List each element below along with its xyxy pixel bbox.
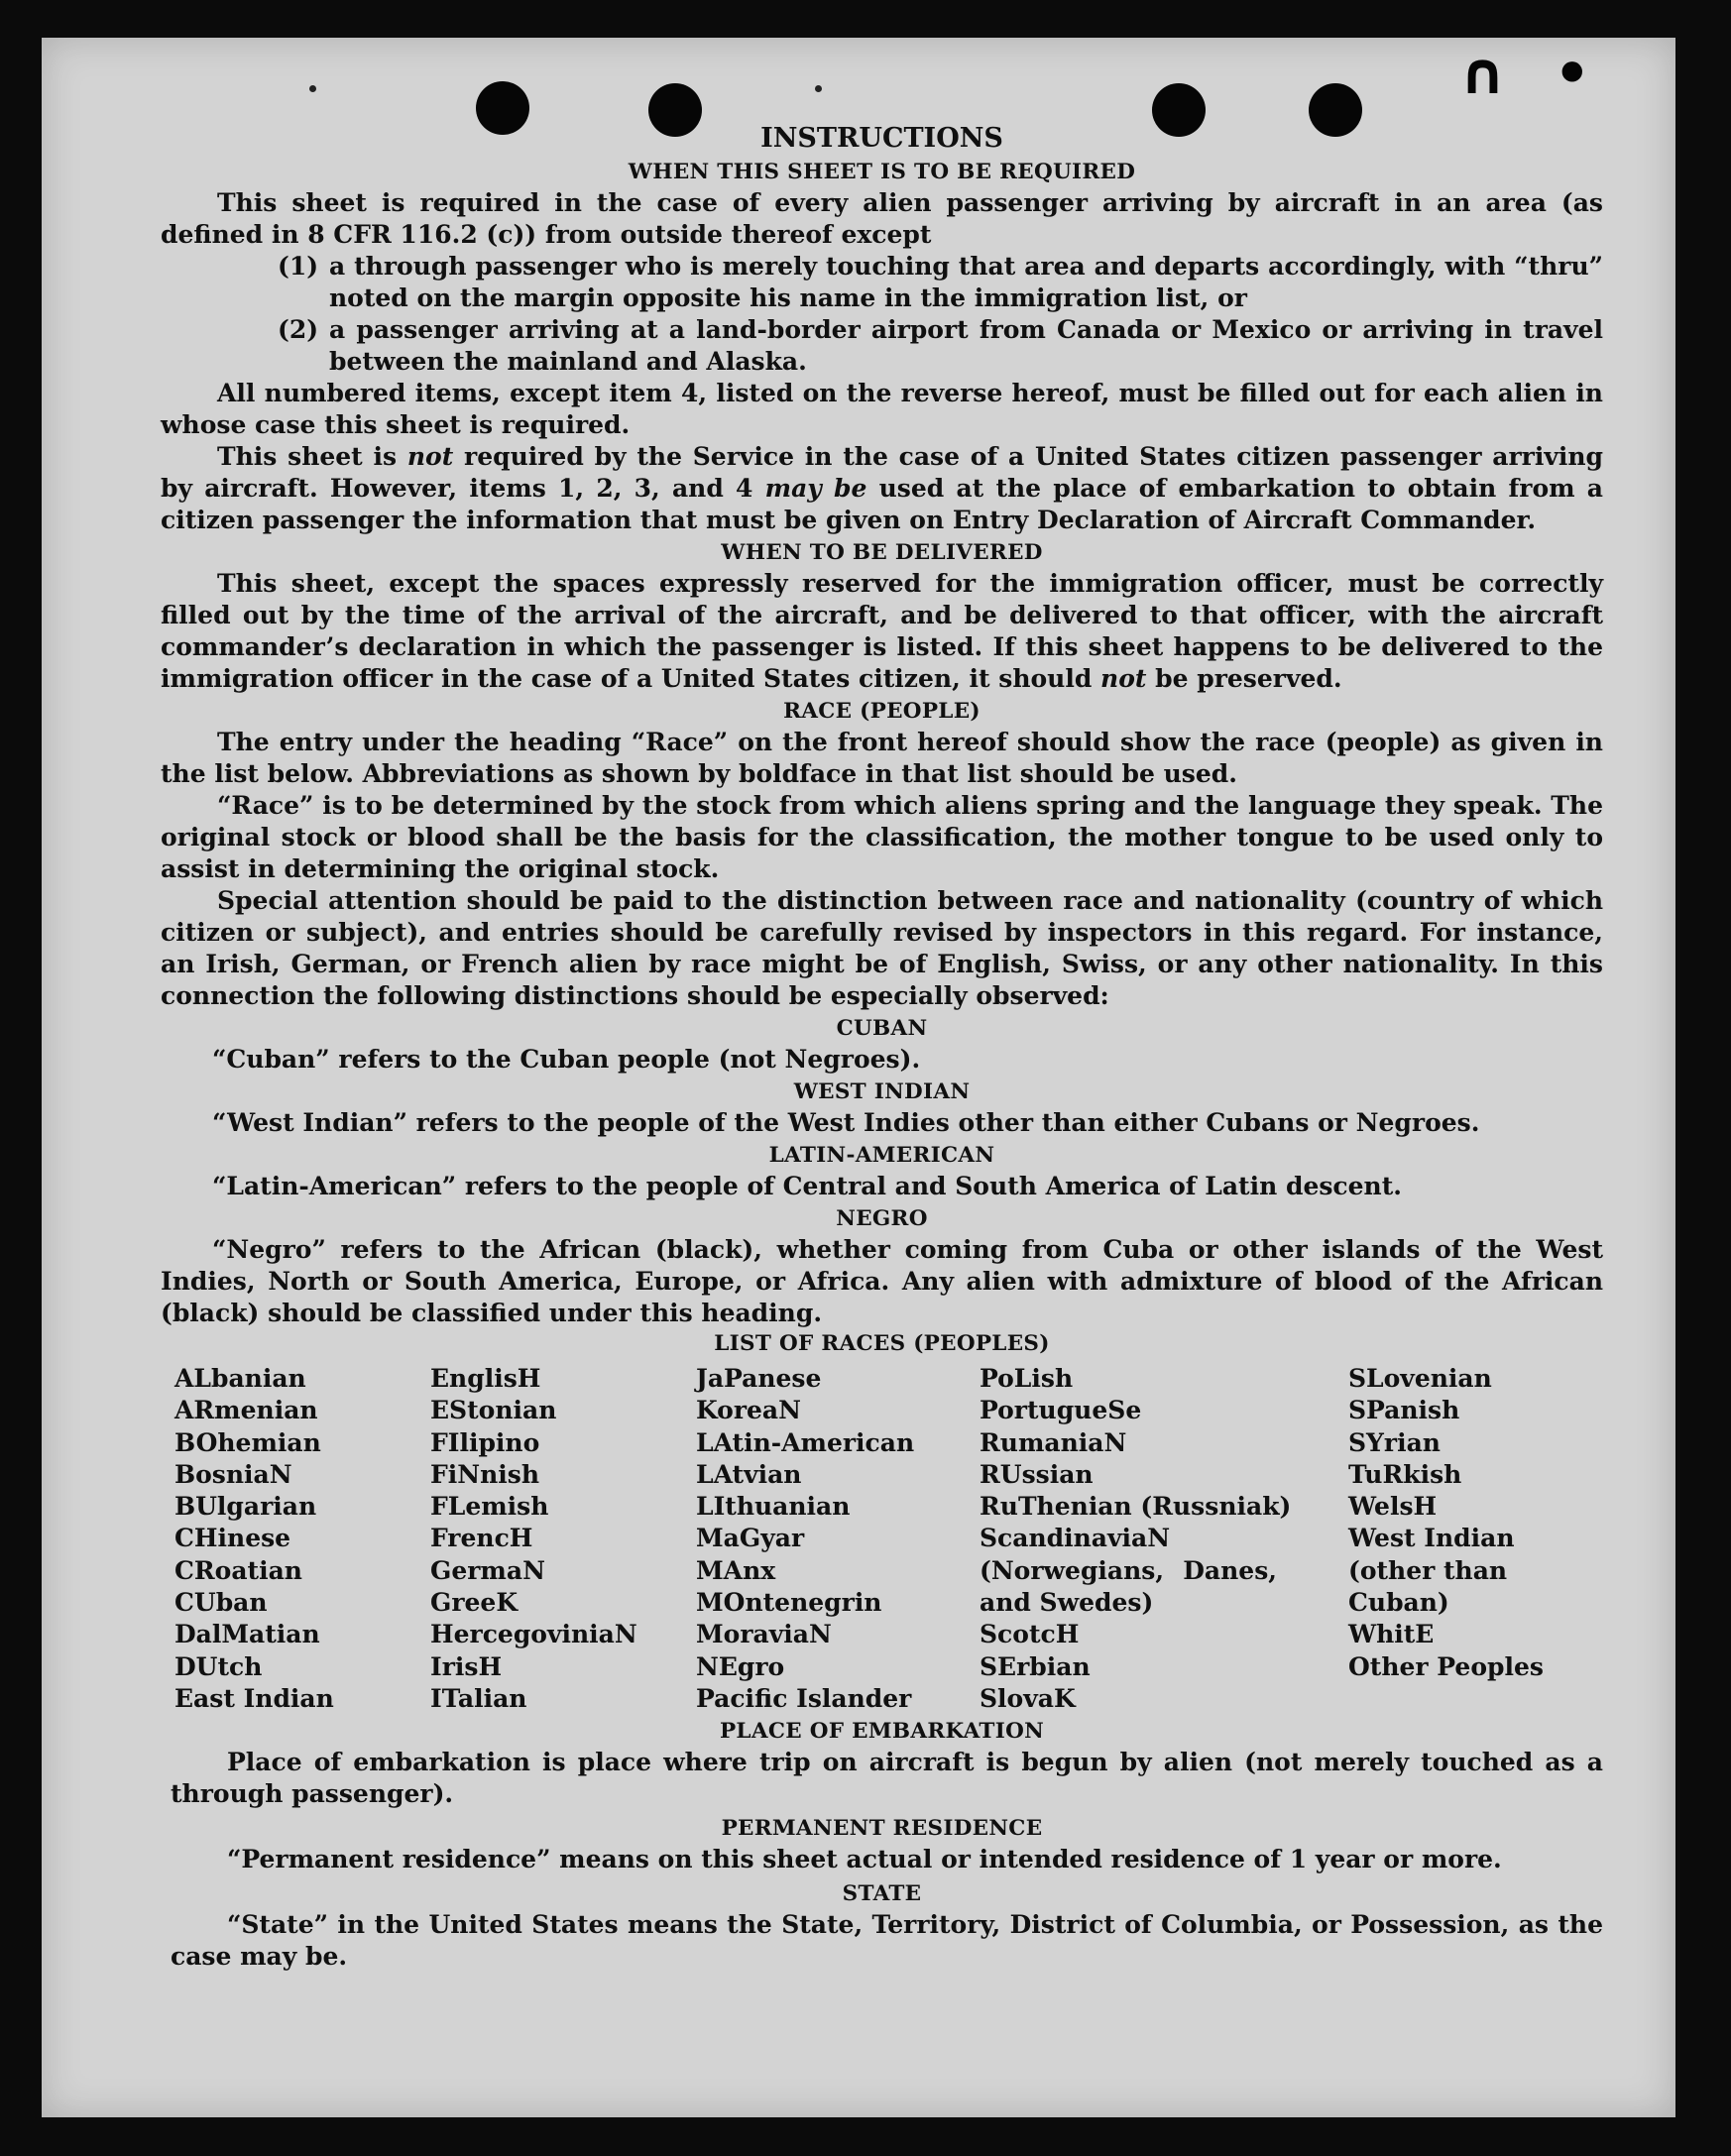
paragraph: “Permanent residence” means on this sheet actual or intended residence of 1 year or more. xyxy=(227,1845,1502,1874)
document-page xyxy=(42,38,1675,2117)
race-entry: WhitE xyxy=(1348,1620,1435,1649)
heading-place-of-embarkation: PLACE OF EMBARKATION xyxy=(719,1719,1045,1745)
race-entry: ALbanian xyxy=(174,1364,306,1393)
race-entry: ScandinaviaN (Norwegians, Danes, and Swedes) xyxy=(980,1524,1277,1618)
race-column xyxy=(430,1363,696,1715)
clause-number: (2) xyxy=(278,315,319,344)
race-entry: EnglisH xyxy=(430,1364,541,1393)
paragraph: “Race” is to be determined by the stock from which aliens spring and the language they speak. The original stock or blood shall be the basis for the classification, the mother tongue to be used only to assist in determining the original stock. xyxy=(161,791,1603,883)
race-column xyxy=(174,1363,430,1715)
race-entry: DalMatian xyxy=(174,1620,320,1649)
race-entry: NEgro xyxy=(696,1651,785,1681)
heading-state: STATE xyxy=(842,1881,922,1907)
text-run: required by the Service in the case of a United States citizen passenger arriving by aircraft. However, items 1, 2, 3, and 4 xyxy=(161,442,1603,503)
race-entry: MoraviaN xyxy=(696,1620,832,1649)
race-entry: CUban xyxy=(174,1588,268,1618)
race-list xyxy=(161,1363,1603,1715)
clause-number: (1) xyxy=(278,252,319,281)
text-run: used at the place of embarkation to obtain from a citizen passenger the information that must be given on Entry Declaration of Aircraft Commander. xyxy=(161,474,1603,534)
race-entry: GreeK xyxy=(430,1588,519,1618)
handwritten-mark: ∩ • xyxy=(1459,40,1605,107)
ink-dot xyxy=(309,85,316,92)
paragraph: This sheet is required in the case of every alien passenger arriving by aircraft in an area (as defined in 8 CFR 116.2 (c)) from outside thereof except xyxy=(161,188,1603,249)
ink-dot xyxy=(815,85,822,92)
heading-negro: NEGRO xyxy=(836,1206,928,1231)
paragraph: All numbered items, except item 4, listed on the reverse hereof, must be filled out for each alien in whose case this sheet is required. xyxy=(161,379,1603,439)
race-column xyxy=(1348,1363,1608,1715)
paragraph: The entry under the heading “Race” on the front hereof should show the race (people) as given in the list below. Abbreviations as shown by boldface in that list should be used. xyxy=(161,728,1603,788)
heading-west-indian: WEST INDIAN xyxy=(793,1079,971,1104)
race-entry: CHinese xyxy=(174,1524,291,1553)
heading-permanent-residence: PERMANENT RESIDENCE xyxy=(721,1816,1043,1842)
heading-latin-american: LATIN-AMERICAN xyxy=(768,1143,995,1168)
race-entry: JaPanese xyxy=(696,1364,822,1393)
race-entry: SLovenian xyxy=(1348,1364,1492,1393)
page-title: INSTRUCTIONS xyxy=(760,123,1003,154)
race-entry: WelsH xyxy=(1348,1492,1438,1522)
clause-text: a passenger arriving at a land-border airport from Canada or Mexico or arriving in travel between the mainland and Alaska. xyxy=(329,315,1603,376)
race-entry: ScotcH xyxy=(980,1620,1080,1649)
race-entry: Other Peoples xyxy=(1348,1651,1544,1681)
heading-list-of-races: LIST OF RACES (PEOPLES) xyxy=(714,1331,1050,1356)
heading-race: RACE (PEOPLE) xyxy=(783,699,981,724)
paragraph: Place of embarkation is place where trip on aircraft is begun by alien (not merely touched as a through passenger). xyxy=(171,1748,1603,1809)
race-entry: DUtch xyxy=(174,1651,263,1681)
paragraph: “Cuban” refers to the Cuban people (not Negroes). xyxy=(212,1045,921,1074)
race-entry: MOntenegrin xyxy=(696,1588,882,1618)
race-entry: LAtvian xyxy=(696,1459,802,1489)
race-entry: ARmenian xyxy=(174,1396,318,1425)
clause-text: a through passenger who is merely touching that area and departs accordingly, with “thru” noted on the margin opposite his name in the immigration list, or xyxy=(329,252,1603,312)
race-entry: HercegoviniaN xyxy=(430,1620,637,1649)
race-entry: SErbian xyxy=(980,1651,1091,1681)
paragraph: “State” in the United States means the State, Territory, District of Columbia, or Possession, as the case may be. xyxy=(171,1910,1603,1972)
paragraph: Special attention should be paid to the distinction between race and nationality (country of which citizen or subject), and entries should be carefully revised by inspectors in this regard. For instance, an Irish, German, or French alien by race might be of English, Swiss, or any other nationality. In this connection the following distinctions should be especially observed: xyxy=(161,886,1603,1010)
race-entry: SYrian xyxy=(1348,1427,1441,1457)
race-entry: IrisH xyxy=(430,1651,503,1681)
paragraph: “Negro” refers to the African (black), whether coming from Cuba or other islands of the West Indies, North or South America, Europe, or Africa. Any alien with admixture of blood of the African (black) should be classified under this heading. xyxy=(161,1235,1603,1327)
race-entry: FiNnish xyxy=(430,1459,540,1489)
race-entry: RuThenian (Russniak) xyxy=(980,1492,1292,1522)
race-entry: MAnx xyxy=(696,1555,776,1585)
race-entry: LIthuanian xyxy=(696,1492,851,1522)
heading-when-delivered: WHEN TO BE DELIVERED xyxy=(721,540,1043,565)
race-column xyxy=(696,1363,980,1715)
race-entry: West Indian (other than Cuban) xyxy=(1348,1524,1515,1618)
heading-when-required: WHEN THIS SHEET IS TO BE REQUIRED xyxy=(628,160,1136,184)
race-entry: FIlipino xyxy=(430,1427,540,1457)
race-entry: BOhemian xyxy=(174,1427,321,1457)
instructions-content xyxy=(161,122,1603,1973)
race-entry: MaGyar xyxy=(696,1524,805,1553)
clause-item xyxy=(161,314,1603,378)
race-entry: BUlgarian xyxy=(174,1492,317,1522)
emphasis: may be xyxy=(764,474,867,503)
race-entry: ITalian xyxy=(430,1683,527,1713)
text-run: be preserved. xyxy=(1146,664,1342,693)
paragraph xyxy=(161,441,1603,536)
paragraph: “Latin-American” refers to the people of Central and South America of Latin descent. xyxy=(212,1172,1402,1200)
race-entry: RumaniaN xyxy=(980,1427,1127,1457)
race-entry: SPanish xyxy=(1348,1396,1460,1425)
race-entry: East Indian xyxy=(174,1683,334,1713)
race-column xyxy=(980,1363,1348,1715)
race-entry: RUssian xyxy=(980,1459,1094,1489)
race-entry: LAtin-American xyxy=(696,1427,915,1457)
text-run: This sheet, except the spaces expressly reserved for the immigration officer, must be correctly filled out by the time of the arrival of the aircraft, and be delivered to that officer, with the aircraft commander’s declaration in which the passenger is listed. If this sheet happens to be delivered to the immigration officer in the case of a United States citizen, it should xyxy=(161,569,1603,693)
race-entry: GermaN xyxy=(430,1555,545,1585)
emphasis: not xyxy=(1100,664,1147,693)
heading-cuban: CUBAN xyxy=(836,1016,928,1041)
text-run: This sheet is xyxy=(217,442,407,471)
race-entry: CRoatian xyxy=(174,1555,302,1585)
race-entry: TuRkish xyxy=(1348,1459,1462,1489)
race-entry: SlovaK xyxy=(980,1683,1076,1713)
paragraph xyxy=(161,568,1603,695)
race-entry: PortugueSe xyxy=(980,1396,1142,1425)
race-entry: KoreaN xyxy=(696,1396,801,1425)
race-entry: Pacific Islander xyxy=(696,1683,912,1713)
race-entry: PoLish xyxy=(980,1364,1074,1393)
race-entry: BosniaN xyxy=(174,1459,292,1489)
clause-item xyxy=(161,251,1603,314)
paragraph: “West Indian” refers to the people of the West Indies other than either Cubans or Negroes. xyxy=(212,1108,1480,1137)
race-entry: FLemish xyxy=(430,1492,549,1522)
race-entry: FrencH xyxy=(430,1524,533,1553)
race-entry: EStonian xyxy=(430,1396,557,1425)
emphasis: not xyxy=(406,442,454,471)
